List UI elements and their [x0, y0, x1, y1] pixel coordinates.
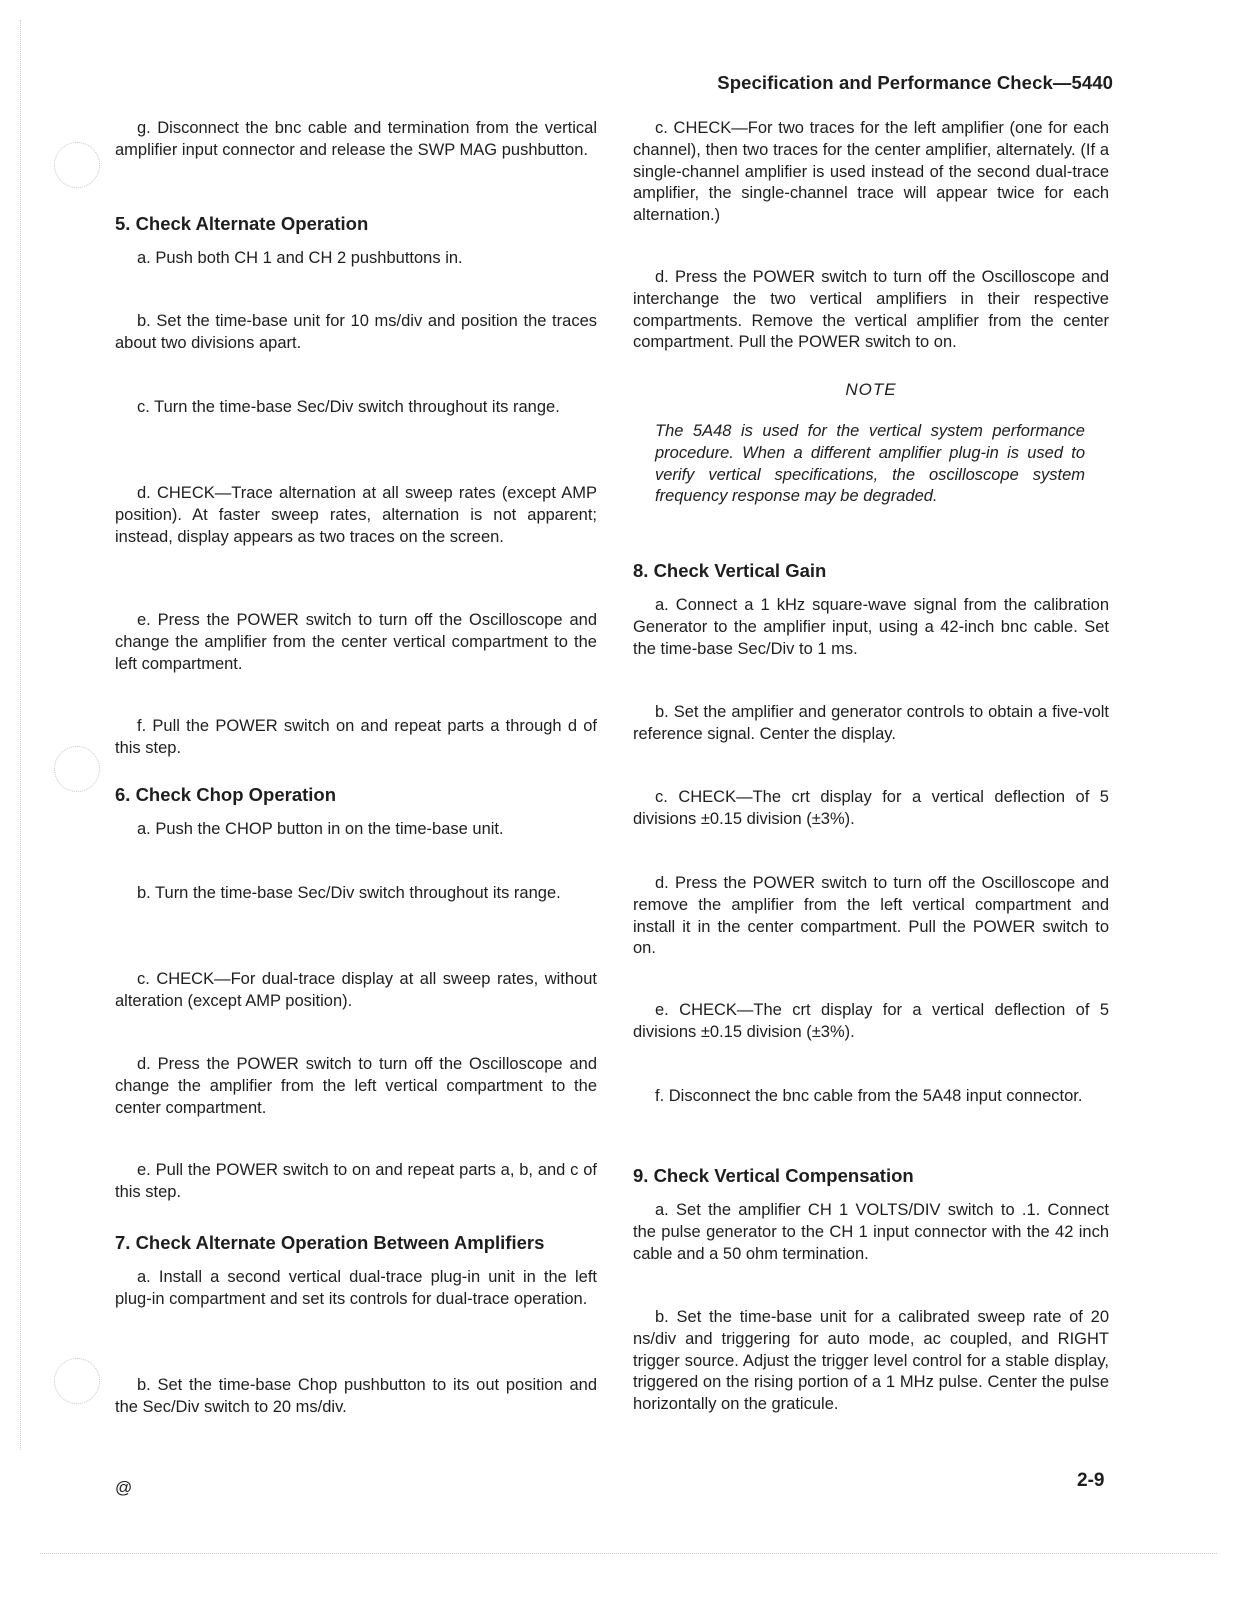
step-4g: g. Disconnect the bnc cable and termination from the vertical amplifier input connector and release the SWP MAG pushbutton. [115, 119, 597, 159]
punch-hole-bottom [54, 1358, 100, 1404]
step-8b: b. Set the amplifier and generator controls to obtain a five-volt reference signal. Center the display. [633, 703, 1109, 743]
footer-mark: @ [115, 1478, 133, 1497]
step-6e: e. Pull the POWER switch to on and repeat parts a, b, and c of this step. [115, 1161, 597, 1201]
step-5f: f. Pull the POWER switch on and repeat parts a through d of this step. [115, 717, 597, 757]
step-7a: a. Install a second vertical dual-trace plug-in unit in the left plug-in compartment and set its controls for dual-trace operation. [115, 1268, 597, 1308]
step-6b: b. Turn the time-base Sec/Div switch throughout its range. [137, 884, 561, 902]
step-6d: d. Press the POWER switch to turn off the Oscilloscope and change the amplifier from the left vertical compartment to the center compartment. [115, 1055, 597, 1117]
page-header: Specification and Performance Check—5440 [717, 72, 1113, 93]
step-6c: c. CHECK—For dual-trace display at all sweep rates, without alteration (except AMP position). [115, 970, 597, 1010]
page-number: 2-9 [1077, 1470, 1105, 1491]
step-8a: a. Connect a 1 kHz square-wave signal from the calibration Generator to the amplifier input, using a 42-inch bnc cable. Set the time-base Sec/Div to 1 ms. [633, 596, 1109, 658]
step-7b: b. Set the time-base Chop pushbutton to its out position and the Sec/Div switch to 20 ms/div. [115, 1376, 597, 1416]
step-5a: a. Push both CH 1 and CH 2 pushbuttons in. [137, 249, 463, 267]
step-8c: c. CHECK—The crt display for a vertical deflection of 5 divisions ±0.15 division (±3%). [633, 788, 1109, 828]
step-8e: e. CHECK—The crt display for a vertical deflection of 5 divisions ±0.15 division (±3%). [633, 1001, 1109, 1041]
step-9a: a. Set the amplifier CH 1 VOLTS/DIV switch to .1. Connect the pulse generator to the CH 1 input connector with the 42 inch cable and a 50 ohm termination. [633, 1201, 1109, 1263]
step-5c: c. Turn the time-base Sec/Div switch throughout its range. [137, 398, 560, 416]
step-9b: b. Set the time-base unit for a calibrated sweep rate of 20 ns/div and triggering for auto mode, ac coupled, and RIGHT trigger source. Adjust the trigger level control for a stable display, triggered on the rising portion of a 1 MHz pulse. Center the pulse horizontally on the graticule. [633, 1308, 1109, 1414]
step-5b: b. Set the time-base unit for 10 ms/div and position the traces about two divisions apart. [115, 312, 597, 352]
note-body: The 5A48 is used for the vertical system performance procedure. When a different amplifier plug-in is used to verify vertical specifications, the oscilloscope system frequency response may be degraded. [655, 422, 1085, 506]
scan-edge-dots [20, 20, 23, 1450]
step-7d: d. Press the POWER switch to turn off the Oscilloscope and interchange the two vertical amplifiers in their respective compartments. Remove the vertical amplifier from the center compartment. Pull the POWER switch to on. [633, 268, 1109, 352]
step-8d: d. Press the POWER switch to turn off the Oscilloscope and remove the amplifier from the left vertical compartment and install it in the center compartment. Pull the POWER switch to on. [633, 874, 1109, 958]
note-title: NOTE [845, 380, 897, 399]
heading-step-5: 5. Check Alternate Operation [115, 213, 369, 234]
scan-bottom-dots [40, 1553, 1217, 1554]
punch-hole-top [54, 142, 100, 188]
step-7c: c. CHECK—For two traces for the left amplifier (one for each channel), then two traces for the center amplifier, alternately. (If a single-channel amplifier is used instead of the second dual-trace amplifier, the single-channel trace will appear twice for each alternation.) [633, 119, 1109, 225]
punch-hole-middle [54, 746, 100, 792]
step-5d: d. CHECK—Trace alternation at all sweep rates (except AMP position). At faster sweep rates, alternation is not apparent; instead, display appears as two traces on the screen. [115, 484, 597, 546]
heading-step-9: 9. Check Vertical Compensation [633, 1165, 914, 1186]
step-8f: f. Disconnect the bnc cable from the 5A48 input connector. [655, 1087, 1083, 1105]
heading-step-8: 8. Check Vertical Gain [633, 560, 827, 581]
heading-step-7: 7. Check Alternate Operation Between Amplifiers [115, 1232, 545, 1253]
heading-step-6: 6. Check Chop Operation [115, 784, 337, 805]
step-6a: a. Push the CHOP button in on the time-base unit. [137, 820, 504, 838]
step-5e: e. Press the POWER switch to turn off the Oscilloscope and change the amplifier from the center vertical compartment to the left compartment. [115, 611, 597, 673]
